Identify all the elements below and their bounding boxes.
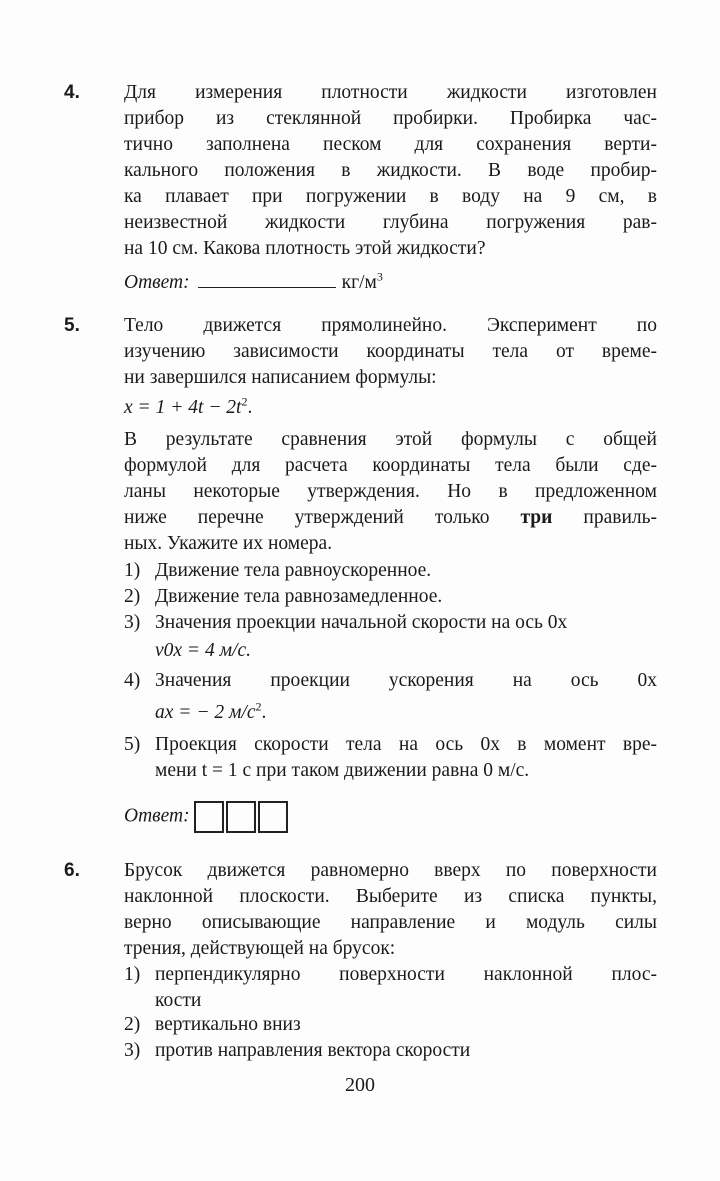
item-text: перпендикулярно поверхности наклонной плос- [155, 964, 657, 985]
list-item [124, 962, 657, 1012]
text-line: изучению зависимости координаты тела от време- [124, 341, 657, 362]
answer-cell[interactable] [194, 801, 224, 833]
unit-exponent: 3 [376, 269, 383, 284]
item-number: 3) [124, 1040, 141, 1061]
text-line: формулой для расчета координаты тела были сде- [124, 455, 657, 476]
page-number: 200 [345, 1074, 375, 1096]
formula-exponent: 2 [255, 699, 262, 714]
text-line: ни завершился написанием формулы: [124, 367, 437, 388]
task-6-text [124, 858, 657, 962]
task-number: 6. [64, 860, 80, 881]
item-text: Значения проекции начальной скорости на ось 0x [155, 612, 568, 633]
item-text: кости [155, 990, 202, 1011]
item-number: 1) [124, 560, 141, 581]
text-line: наклонной плоскости. Выберите из списка пункты, [124, 886, 657, 907]
text-line: неизвестной жидкости глубина погружения рав- [124, 212, 657, 233]
text-line: верно описывающие направление и модуль силы [124, 912, 657, 933]
text-line: ка плавает при погружении в воду на 9 см, в [124, 186, 657, 207]
list-item [124, 732, 657, 784]
task-5-options [124, 558, 657, 784]
item-text: Проекция скорости тела на ось 0x в момент вре- [155, 734, 657, 755]
text-line: ных. Укажите их номера. [124, 533, 333, 554]
formula: x = 1 + 4t − 2t [124, 397, 242, 418]
task-6-options [124, 962, 657, 1064]
text-line: прибор из стеклянной пробирки. Пробирка час- [124, 108, 657, 129]
task-5-intro [124, 313, 657, 391]
task-number: 4. [64, 82, 80, 103]
list-item [124, 1012, 657, 1038]
item-number: 2) [124, 586, 141, 607]
item-number: 3) [124, 612, 141, 633]
item-text: Движение тела равнозамедленное. [155, 586, 443, 607]
list-item [124, 1038, 657, 1064]
list-item [124, 610, 657, 668]
text-line: ланы некоторые утверждения. Но в предложенном [124, 481, 657, 502]
list-item [124, 558, 657, 584]
text-line [124, 505, 657, 531]
formula-end: . [247, 397, 253, 418]
task-number: 5. [64, 315, 80, 336]
formula: ax = − 2 м/с [155, 702, 256, 723]
text-line: трения, действующей на брусок: [124, 938, 396, 959]
text-fragment: ниже перечне утверждений только [124, 507, 490, 528]
answer-label: Ответ: [124, 805, 190, 827]
item-number: 1) [124, 964, 141, 985]
text-line: Тело движется прямолинейно. Эксперимент по [124, 315, 657, 336]
answer-cell[interactable] [226, 801, 256, 833]
task-4-text [124, 80, 657, 262]
answer-unit: кг/м [341, 272, 377, 293]
formula-end: . [261, 702, 267, 723]
text-line: Брусок движется равномерно вверх по поверхности [124, 860, 657, 881]
answer-label: Ответ: [124, 272, 190, 293]
text-fragment: правиль- [583, 507, 658, 528]
text-line: Для измерения плотности жидкости изготовлен [124, 82, 657, 103]
answer-cell[interactable] [258, 801, 288, 833]
formula-exponent: 2 [241, 394, 248, 409]
emphasis: три [520, 507, 553, 528]
text-line: В результате сравнения этой формулы с общей [124, 429, 657, 450]
item-number: 5) [124, 734, 141, 755]
task-5-formula [124, 395, 657, 421]
item-text: мени t = 1 с при таком движении равна 0 м/с. [155, 760, 530, 781]
task-5-body [124, 427, 657, 557]
item-text: вертикально вниз [155, 1014, 301, 1035]
list-item [124, 668, 657, 732]
text-line: тично заполнена песком для сохранения верти- [124, 134, 657, 155]
item-text: v0x = 4 м/с. [155, 640, 251, 661]
task-5-answer [124, 801, 290, 833]
item-text: Значения проекции ускорения на ось 0x [155, 670, 657, 691]
text-line: кального положения в жидкости. В воде пробир- [124, 160, 657, 181]
list-item [124, 584, 657, 610]
item-text [155, 700, 657, 726]
item-number: 4) [124, 670, 141, 691]
answer-blank[interactable] [198, 269, 336, 288]
item-text: Движение тела равноускоренное. [155, 560, 432, 581]
text-line: на 10 см. Какова плотность этой жидкости? [124, 238, 486, 259]
item-number: 2) [124, 1014, 141, 1035]
item-text: против направления вектора скорости [155, 1040, 471, 1061]
task-4-answer [124, 269, 383, 296]
